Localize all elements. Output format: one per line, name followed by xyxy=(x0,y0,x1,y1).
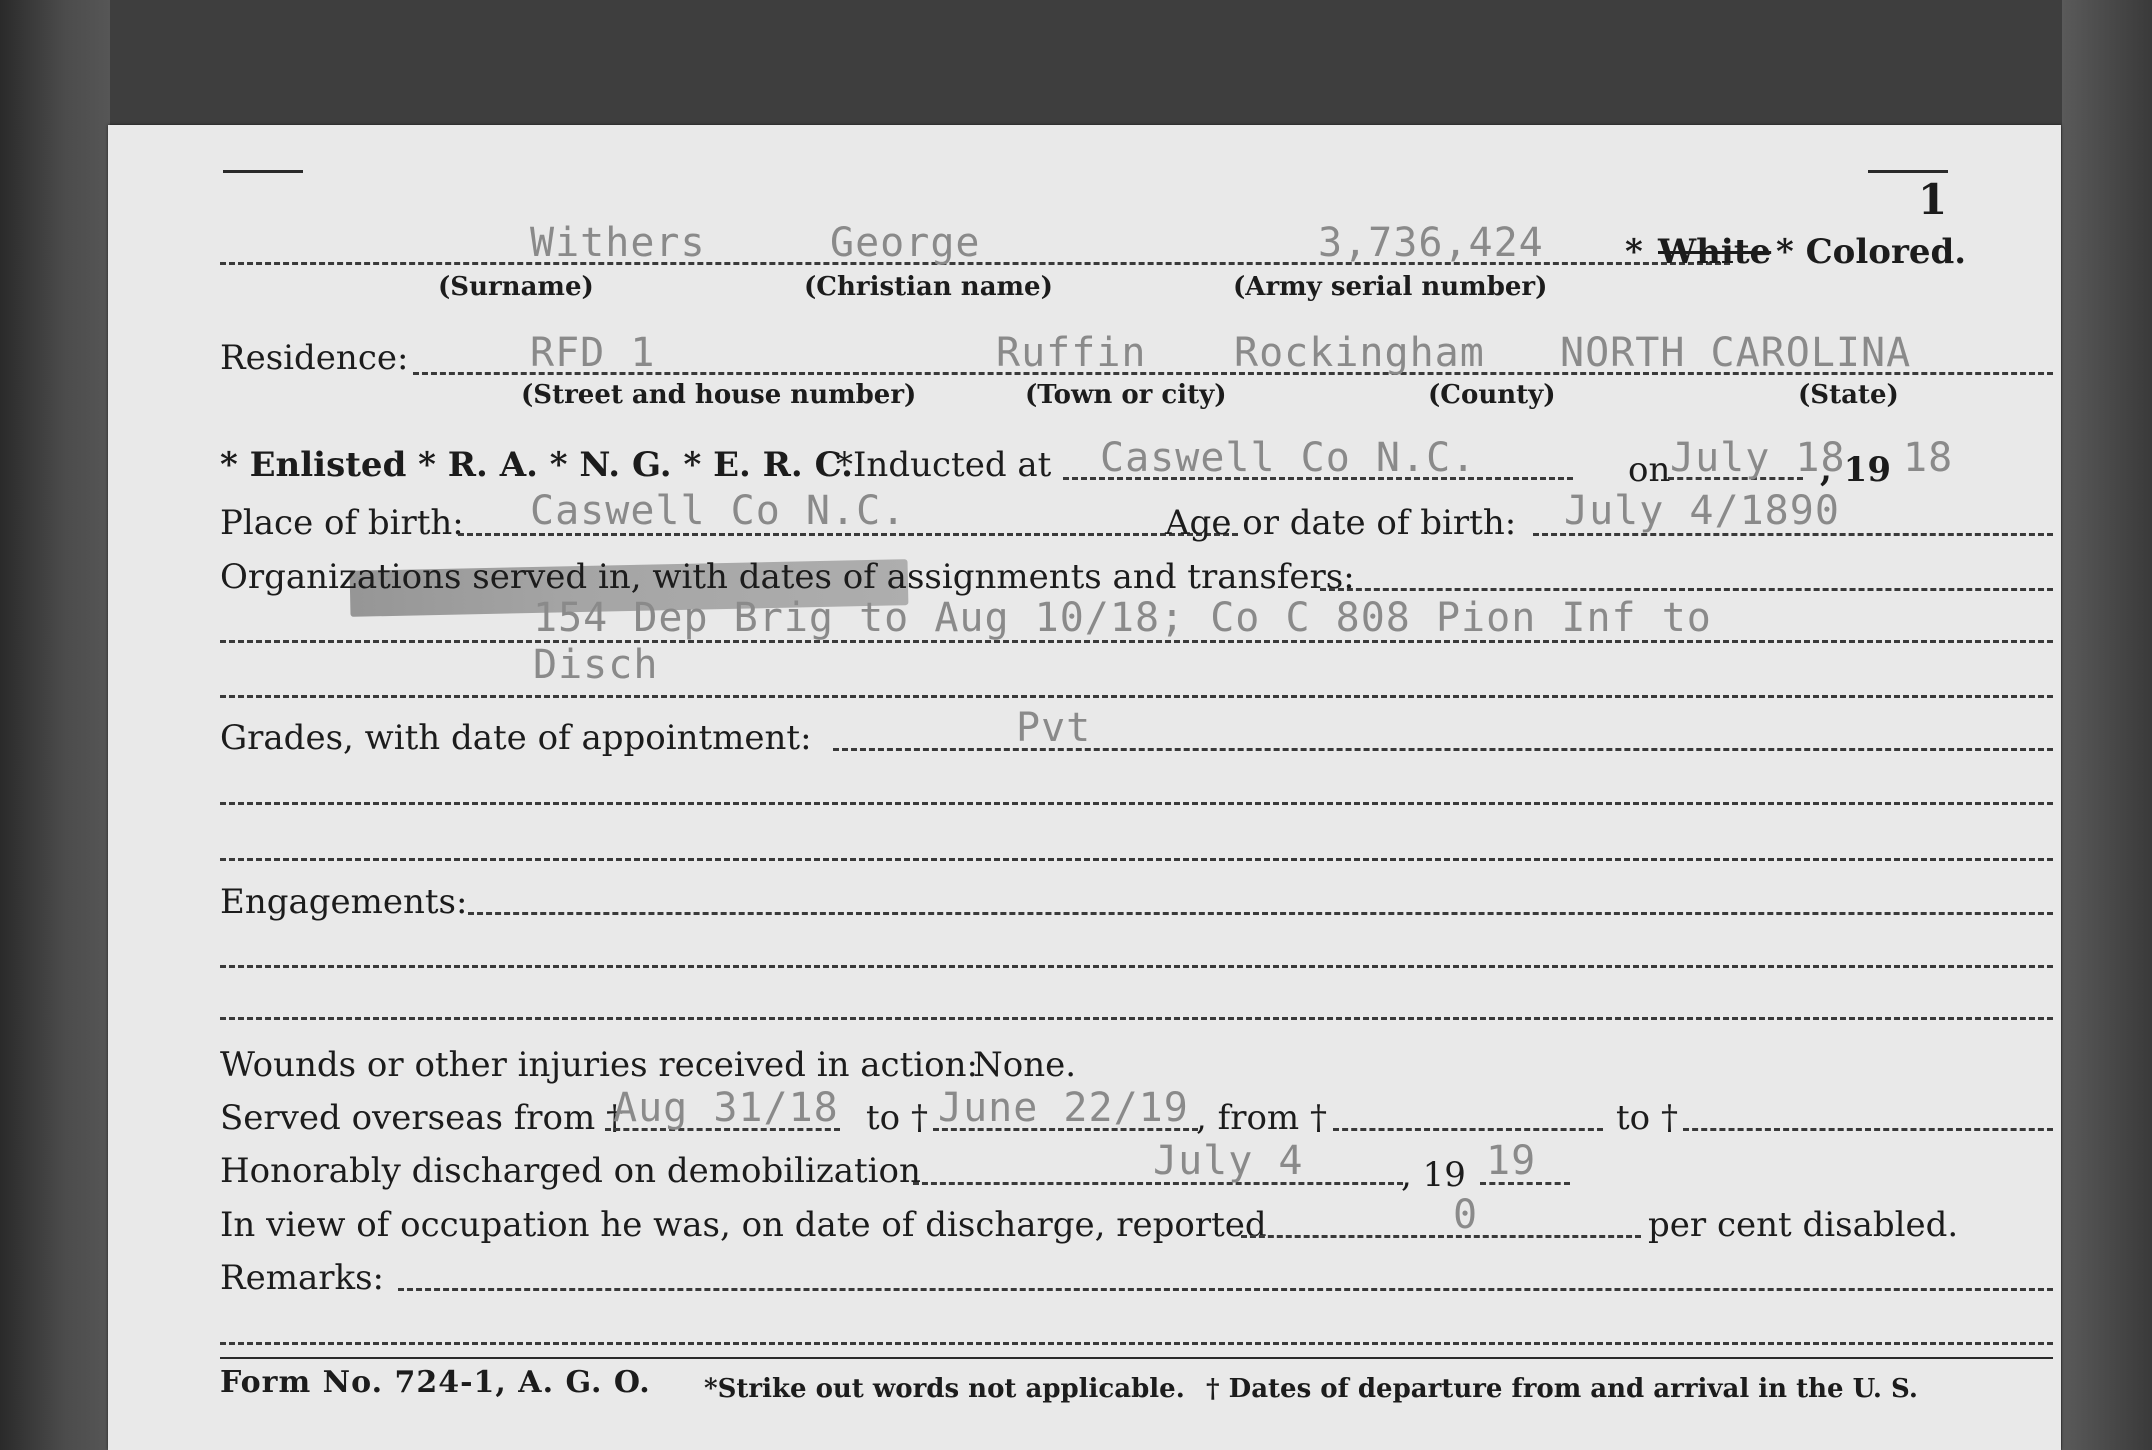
birth-date-value: July 4/1890 xyxy=(1564,488,1840,534)
disability-label: In view of occupation he was, on date of discharge, reported xyxy=(220,1205,1267,1245)
top-left-mark xyxy=(223,170,303,173)
caption-county: (County) xyxy=(1428,380,1556,410)
grades-label: Grades, with date of appointment: xyxy=(220,718,812,758)
caption-state: (State) xyxy=(1798,380,1899,410)
footer-rule xyxy=(220,1357,2053,1359)
scanner-background-right xyxy=(2062,0,2152,1450)
overseas-from-value: Aug 31/18 xyxy=(613,1085,839,1131)
inducted-at-label: *Inducted at xyxy=(836,445,1052,485)
residence-county-value: Rockingham xyxy=(1234,330,1485,376)
organizations-line-2 xyxy=(220,695,2053,698)
disability-value: 0 xyxy=(1453,1192,1479,1238)
discharge-label: Honorably discharged on demobilization xyxy=(220,1151,921,1191)
disability-suffix: per cent disabled. xyxy=(1648,1205,1959,1245)
serial-number-value: 3,736,424 xyxy=(1318,220,1544,266)
engagements-line-3 xyxy=(220,1017,2053,1020)
birth-place-value: Caswell Co N.C. xyxy=(530,488,907,534)
inducted-date-value: July 18 xyxy=(1670,435,1846,481)
christian-name-value: George xyxy=(830,220,981,266)
overseas-to-label: to † xyxy=(866,1098,928,1138)
engagements-line-2 xyxy=(220,965,2053,968)
race-prefix: * xyxy=(1625,232,1643,272)
remarks-line xyxy=(398,1288,2053,1291)
wounds-label: Wounds or other injuries received in action: xyxy=(220,1045,978,1085)
inducted-year-prefix: , 19 xyxy=(1820,450,1891,490)
organizations-line-1 xyxy=(220,640,2053,643)
remarks-line-2 xyxy=(220,1342,2053,1345)
residence-label: Residence: xyxy=(220,338,409,378)
overseas-to2-line xyxy=(1683,1128,2053,1131)
scanner-background-top xyxy=(0,0,2152,125)
grades-line-2 xyxy=(220,802,2053,805)
birth-place-label: Place of birth: xyxy=(220,503,464,543)
remarks-label: Remarks: xyxy=(220,1258,384,1298)
overseas-from2-line xyxy=(1333,1128,1603,1131)
race-white-struck: White xyxy=(1658,232,1772,272)
discharge-year-value: 19 xyxy=(1486,1138,1537,1184)
wounds-value: None. xyxy=(973,1045,1077,1085)
overseas-to-value: June 22/19 xyxy=(938,1085,1189,1131)
engagements-label: Engagements: xyxy=(220,882,468,922)
form-number: Form No. 724-1, A. G. O. xyxy=(220,1365,651,1400)
birth-date-label: Age or date of birth: xyxy=(1165,503,1517,543)
inducted-year-value: 18 xyxy=(1903,435,1954,481)
overseas-from2-label: , from † xyxy=(1196,1098,1327,1138)
inducted-on-label: on xyxy=(1628,450,1671,490)
enlisted-options-struck: * Enlisted * R. A. * N. G. * E. R. C. xyxy=(220,445,853,485)
footer-note-strike: *Strike out words not applicable. xyxy=(704,1374,1185,1404)
caption-street: (Street and house number) xyxy=(521,380,917,410)
caption-surname: (Surname) xyxy=(438,272,594,302)
grades-line-3 xyxy=(220,858,2053,861)
organizations-label: Organizations served in, with dates of assignments and transfers: xyxy=(220,557,1355,597)
surname-value: Withers xyxy=(530,220,706,266)
residence-state-value: NORTH CAROLINA xyxy=(1560,330,1912,376)
residence-street-value: RFD 1 xyxy=(530,330,656,376)
disability-line xyxy=(1241,1235,1641,1238)
caption-serial-number: (Army serial number) xyxy=(1233,272,1548,302)
overseas-from-label: Served overseas from † xyxy=(220,1098,624,1138)
organizations-line2-value: Disch xyxy=(533,642,659,688)
grades-value: Pvt xyxy=(1016,705,1092,751)
card-number: 1 xyxy=(1918,175,1948,224)
overseas-to2-label: to † xyxy=(1616,1098,1678,1138)
top-right-mark xyxy=(1868,170,1948,173)
caption-christian-name: (Christian name) xyxy=(804,272,1053,302)
scanner-background-left xyxy=(0,0,110,1450)
race-colored: * Colored. xyxy=(1776,232,1967,272)
inducted-place-value: Caswell Co N.C. xyxy=(1100,435,1477,481)
residence-town-value: Ruffin xyxy=(996,330,1147,376)
organizations-line-0 xyxy=(1320,588,2053,591)
discharge-year-prefix: , 19 xyxy=(1401,1155,1466,1195)
caption-town: (Town or city) xyxy=(1025,380,1227,410)
footer-note-dates: † Dates of departure from and arrival in the U. S. xyxy=(1206,1374,1918,1404)
engagements-line xyxy=(468,912,2053,915)
discharge-date-value: July 4 xyxy=(1153,1138,1304,1184)
service-record-card xyxy=(108,125,2061,1450)
organizations-line1-value: 154 Dep Brig to Aug 10/18; Co C 808 Pion Inf to xyxy=(533,595,1712,641)
